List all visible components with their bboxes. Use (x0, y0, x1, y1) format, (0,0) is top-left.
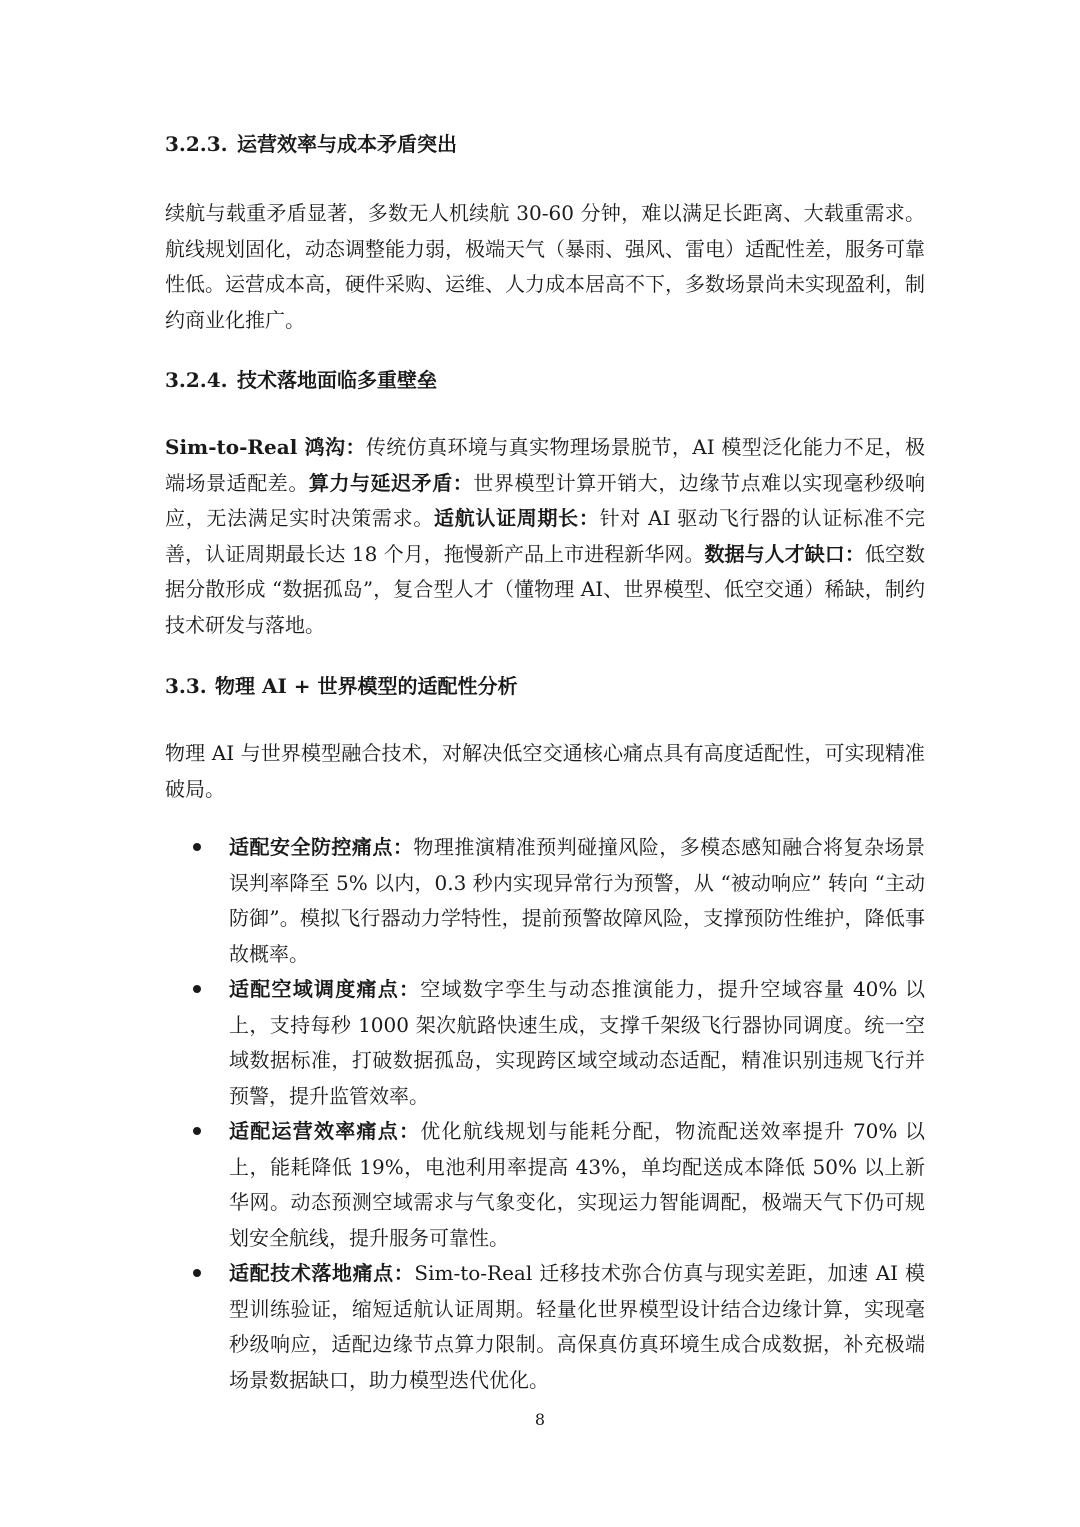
paragraph-text: 世界模型计算开销大，边缘节点难以实现毫秒级响应，无法满足实时决策需求。 (165, 470, 926, 530)
bullet-dot-icon (193, 843, 201, 851)
bullet-title: 适配运营效率痛点： (229, 1119, 421, 1143)
list-item (193, 1256, 925, 1398)
section-heading-3-2-4 (165, 366, 437, 394)
list-item (193, 1114, 925, 1256)
section-number: 3.2.3. (165, 132, 228, 156)
paragraph-text: 针对 AI 驱动飞行器的认证标准不完善，认证周期最长达 18 个月，拖慢新产品上市进程新华网。 (165, 506, 926, 566)
section-title: 技术落地面临多重壁垒 (237, 368, 437, 392)
paragraph-3-3-intro: 物理 AI 与世界模型融合技术，对解决低空交通核心痛点具有高度适配性，可实现精准破局。 (165, 741, 925, 801)
bullet-text: Sim-to-Real 迁移技术弥合仿真与现实差距，加速 AI 模型训练验证，缩短适航认证周期。轻量化世界模型设计结合边缘计算，实现毫秒级响应，适配边缘节点算力限制。高保真仿真环境生成合成数据，补充极端场景数据缺口，助力模型迭代优化。 (229, 1261, 925, 1392)
bold-label: 数据与人才缺口： (704, 541, 865, 566)
bold-label: 算力与延迟矛盾： (308, 470, 474, 495)
bullet-text: 物理推演精准预判碰撞风险，多模态感知融合将复杂场景误判率降至 5% 以内，0.3 秒内实现异常行为预警，从 “被动响应” 转向 “主动防御”。模拟飞行器动力学特性，提前预警故障风险，支撑预防性维护，降低事故概率。 (229, 835, 926, 966)
page-number: 8 (534, 1410, 546, 1429)
bullet-dot-icon (193, 985, 201, 993)
section-heading-3-2-3 (165, 130, 457, 158)
bullet-dot-icon (193, 1127, 201, 1135)
bold-label: Sim-to-Real 鸿沟： (165, 435, 366, 459)
section-number: 3.2.4. (165, 368, 228, 392)
paragraph-text: 传统仿真环境与真实物理场景脱节，AI 模型泛化能力不足，极端场景适配差。 (165, 435, 926, 495)
paragraph-text: 低空数据分散形成 “数据孤岛”，复合型人才（懂物理 AI、世界模型、低空交通）稀缺，制约技术研发与落地。 (165, 541, 926, 637)
section-title: 运营效率与成本矛盾突出 (237, 132, 457, 156)
list-item (193, 830, 925, 972)
bullet-text: 空域数字孪生与动态推演能力，提升空域容量 40% 以上，支持每秒 1000 架次航路快速生成，支撑千架级飞行器协同调度。统一空域数据标准，打破数据孤岛，实现跨区域空域动态适配，精准识别违规飞行并预警，提升监管效率。 (229, 977, 926, 1108)
list-item (193, 972, 925, 1114)
bullet-dot-icon (193, 1269, 201, 1277)
paragraph-3-2-3: 续航与载重矛盾显著，多数无人机续航 30-60 分钟，难以满足长距离、大载重需求。航线规划固化，动态调整能力弱，极端天气（暴雨、强风、雷电）适配性差，服务可靠性低。运营成本高，硬件采购、运维、人力成本居高不下，多数场景尚未实现盈利，制约商业化推广。 (165, 201, 925, 332)
bullet-title: 适配空域调度痛点： (229, 977, 421, 1001)
bold-label: 适航认证周期长： (434, 506, 600, 530)
section-title: 物理 AI + 世界模型的适配性分析 (215, 674, 518, 698)
section-number: 3.3. (165, 674, 207, 698)
section-heading-3-3 (165, 672, 518, 700)
bullet-title: 适配技术落地痛点： (229, 1261, 415, 1285)
bullet-list (193, 830, 925, 1398)
paragraph-3-2-4 (165, 430, 925, 643)
bullet-text: 优化航线规划与能耗分配，物流配送效率提升 70% 以上，能耗降低 19%，电池利用率提高 43%，单均配送成本降低 50% 以上新华网。动态预测空域需求与气象变化，实现运力智能调配，极端天气下仍可规划安全航线，提升服务可靠性。 (229, 1119, 926, 1250)
bullet-title: 适配安全防控痛点： (229, 835, 414, 859)
